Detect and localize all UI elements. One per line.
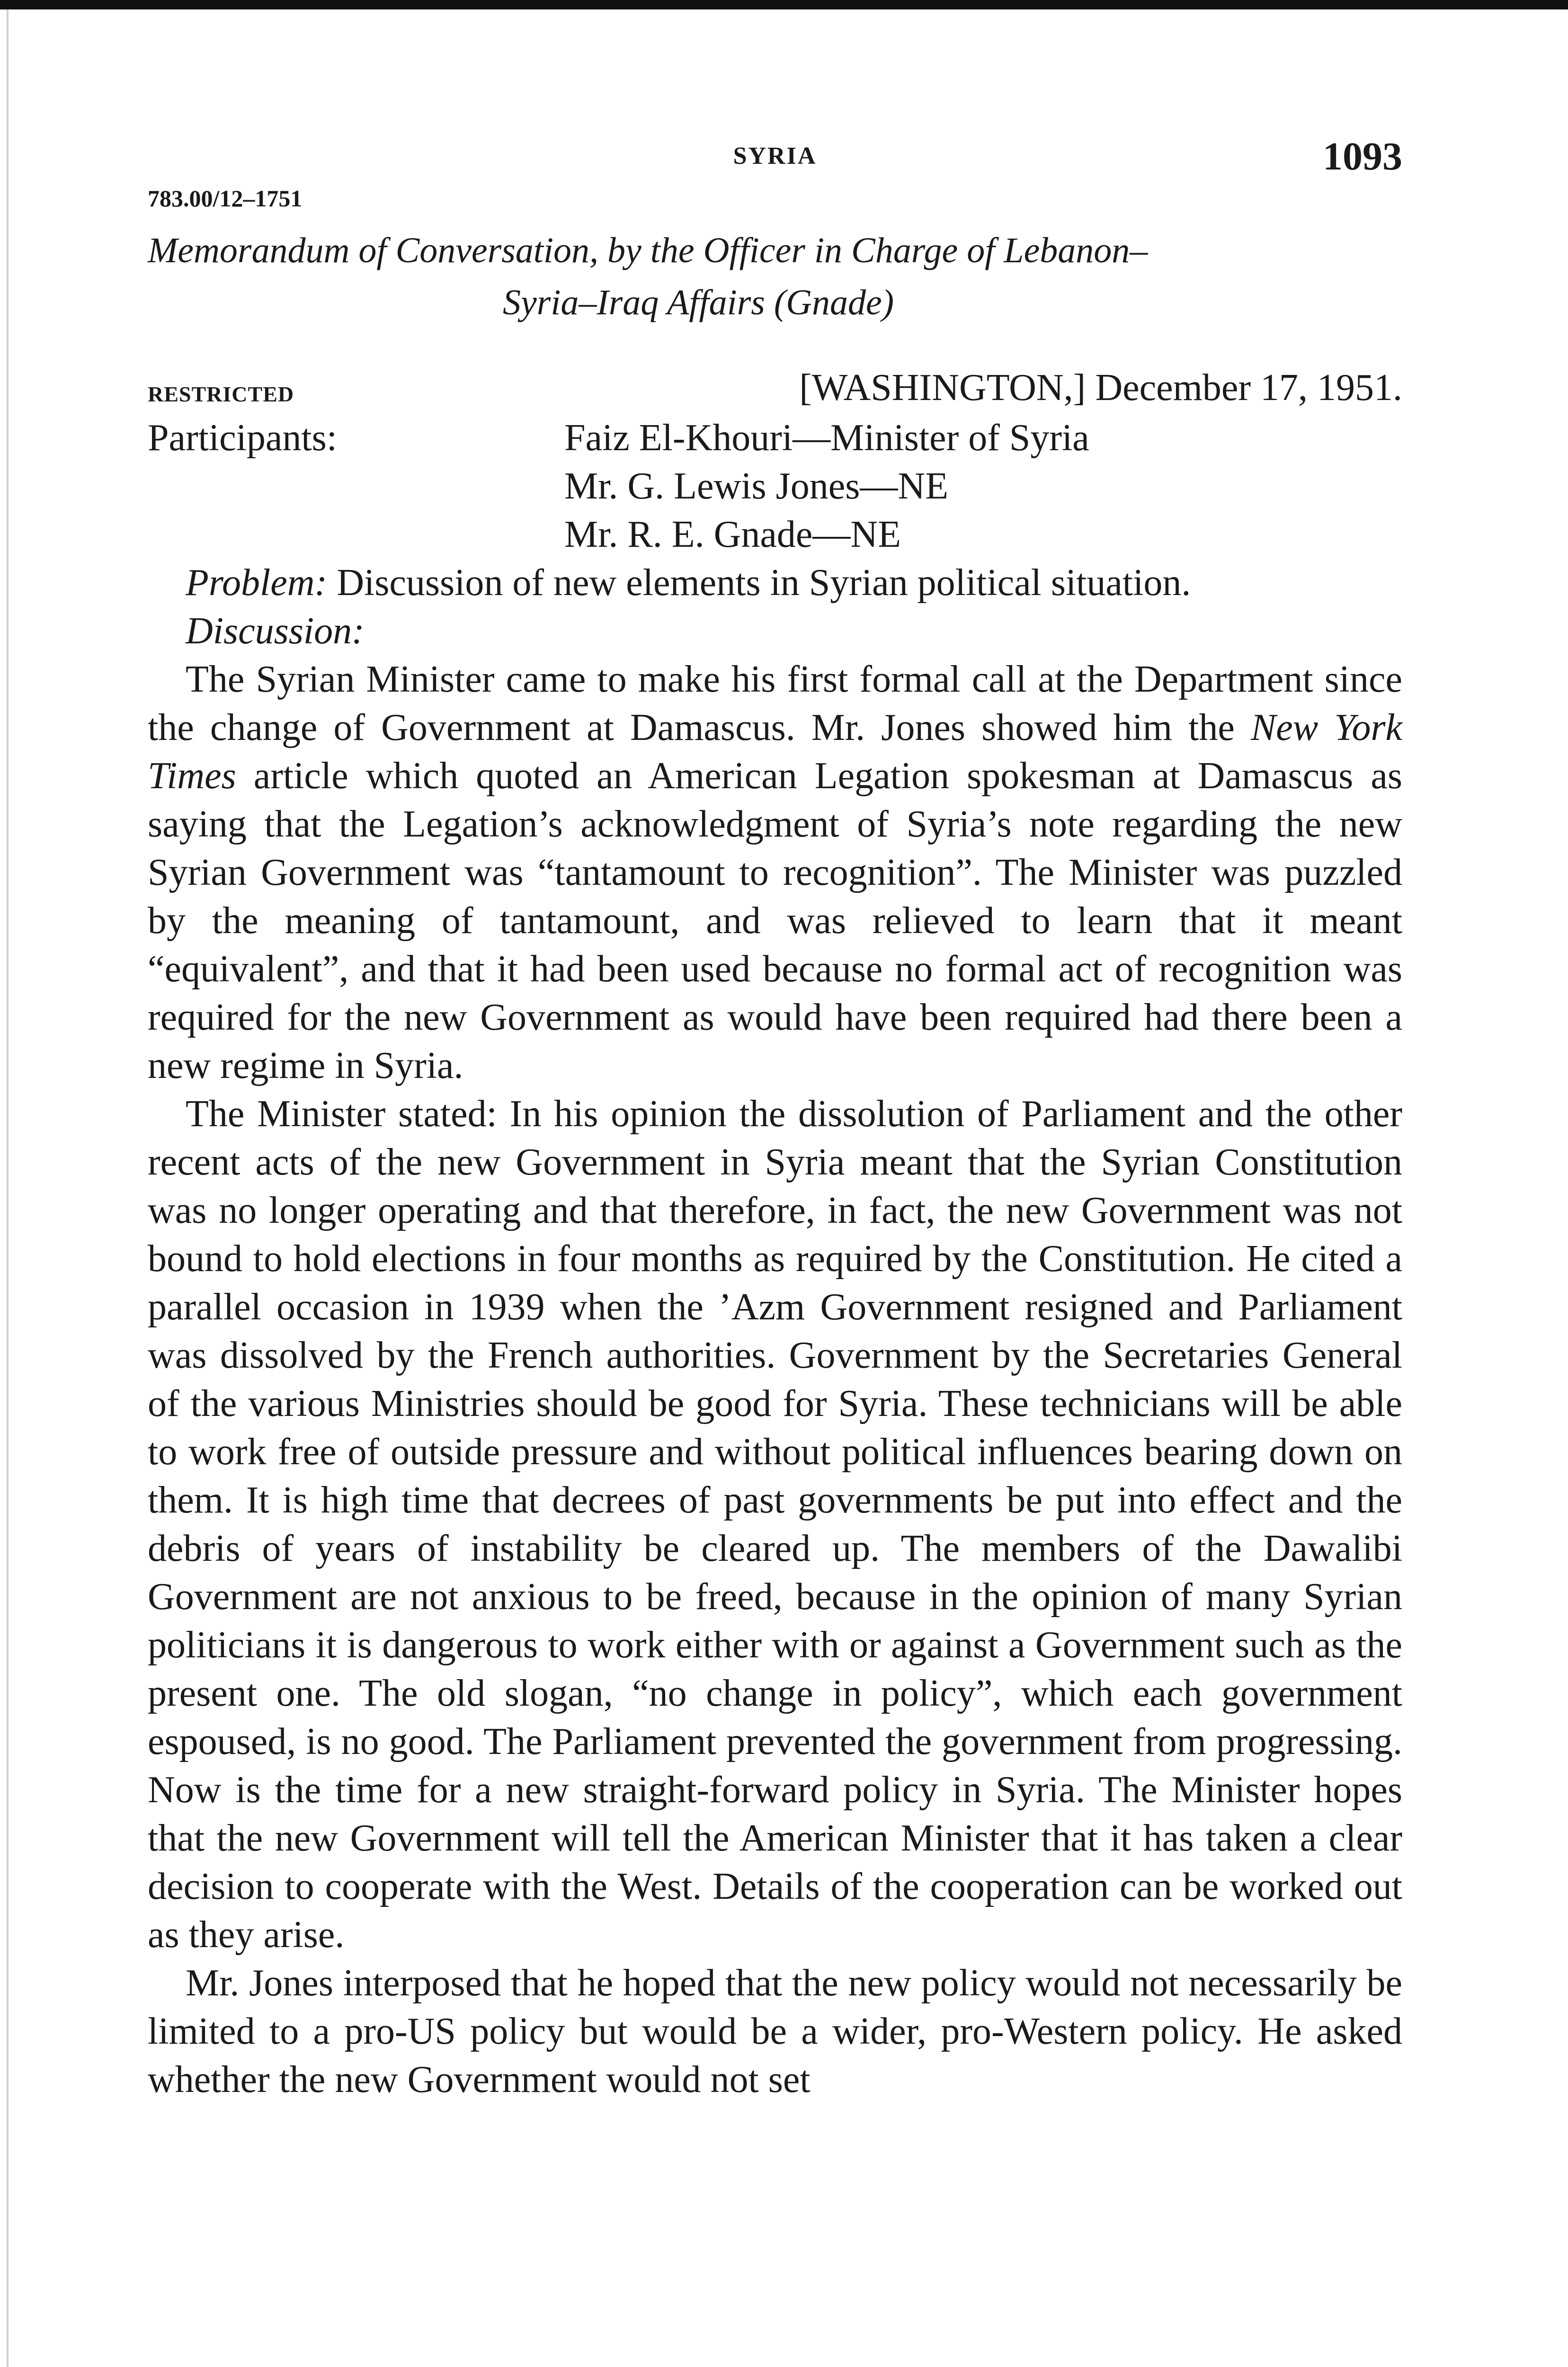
classification-marking: RESTRICTED — [148, 382, 294, 406]
paragraph-2: The Minister stated: In his opinion the dissolution of Parliament and the other recent acts of the new Government in Syria meant that the Syrian Constitution was no longer operating and that therefore, in fact, the new Government was not bound to hold elections in four months as required by the Constitution. He cited a parallel occasion in 1939 when the ’Azm Government resigned and Parliament was dissolved by the French authorities. Government by the Secretaries General of the various Ministries should be good for Syria. These technicians will be able to work free of outside pressure and without political influences bearing down on them. It is high time that decrees of past governments be put into effect and the debris of years of instability be cleared up. The members of the Dawalibi Government are not anxious to be freed, because in the opinion of many Syrian politicians it is dangerous to work either with or against a Government such as the present one. The old slogan, “no change in policy”, which each government espoused, is no good. The Parliament prevented the government from progressing. Now is the time for a new straight-forward policy in Syria. The Minister hopes that the new Government will tell the American Minister that it has taken a clear decision to cooperate with the West. Details of the cooperation can be worked out as they arise. — [148, 1093, 1402, 1956]
problem-text: Discussion of new elements in Syrian political situation. — [337, 562, 1191, 604]
participant-name: Mr. R. E. Gnade—NE — [564, 514, 901, 555]
classification-date-row — [148, 366, 1402, 414]
participants-block — [148, 414, 1402, 559]
problem-label: Problem: — [186, 562, 328, 604]
left-margin-rule — [7, 9, 9, 2367]
newspaper-title: New York Times — [148, 707, 1402, 797]
top-border-rule — [0, 0, 1568, 9]
participant-name: Mr. G. Lewis Jones—NE — [564, 465, 949, 507]
paragraph-1 — [148, 655, 1402, 1090]
paragraph-3: Mr. Jones interposed that he hoped that the new policy would not necessarily be limited to a pro-US policy but would be a wider, pro-Western policy. He asked whether the new Government would not set — [148, 1962, 1402, 2100]
running-head — [148, 123, 1402, 180]
paragraph-1-text-a: The Syrian Minister came to make his first formal call at the Department since the change of Government at Damascus. Mr. Jones showed him the — [148, 658, 1402, 748]
discussion-label: Discussion: — [186, 610, 365, 652]
memo-title-line-1: Memorandum of Conversation, by the Officer in Charge of Lebanon– — [148, 231, 1148, 270]
file-number: 783.00/12–1751 — [148, 185, 303, 212]
page-number: 1093 — [1323, 134, 1402, 178]
dateline: [WASHINGTON,] December 17, 1951. — [799, 367, 1402, 409]
problem-line — [148, 559, 1402, 607]
memo-title-line-2: Syria–Iraq Affairs (Gnade) — [503, 283, 894, 322]
memo-title — [148, 224, 1402, 329]
discussion-line — [148, 607, 1402, 655]
participants-list — [422, 414, 1089, 559]
participants-label: Participants: — [148, 417, 337, 459]
running-title: SYRIA — [733, 142, 817, 169]
document-page — [148, 123, 1402, 2104]
participant-name: Faiz El-Khouri—Minister of Syria — [564, 417, 1089, 459]
paragraph-1-text-b: article which quoted an American Legation spokesman at Damascus as saying that the Legation’s acknowledgment of Syria’s note regarding the new Syrian Government was “tantamount to recognition”. The Minister was puzzled by the meaning of tantamount, and was relieved to learn that it meant “equivalent”, and that it had been used because no formal act of recognition was required for the new Government as would have been required had there been a new regime in Syria. — [148, 755, 1402, 1086]
